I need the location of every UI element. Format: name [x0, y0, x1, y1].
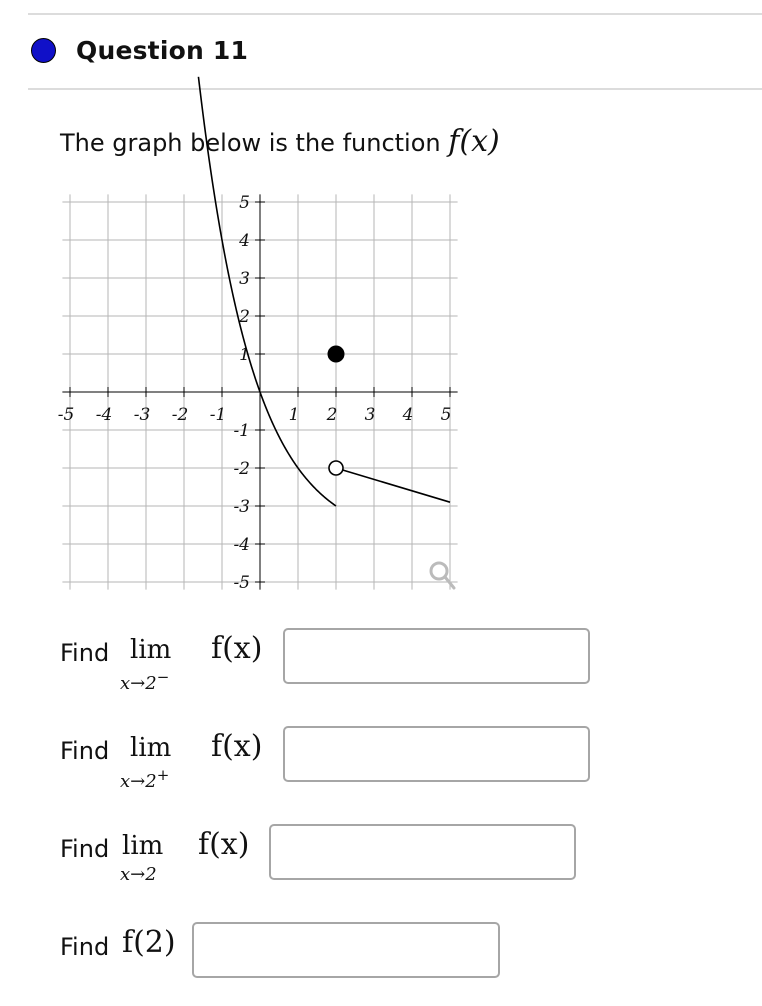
right-limit-answer-input[interactable]: [283, 726, 590, 782]
prompt-math: f(x): [448, 124, 500, 159]
closed-point: [328, 346, 344, 362]
part-left-limit: [60, 628, 600, 698]
x-tick-label: -1: [209, 405, 227, 425]
lim-label: lim: [130, 635, 172, 665]
open-point: [329, 461, 343, 475]
side-sup: +: [156, 766, 170, 784]
y-tick-label: -4: [233, 535, 250, 555]
question-title: Question 11: [76, 36, 249, 65]
lim-label: lim: [130, 733, 172, 763]
limit-subscript: [120, 668, 169, 694]
y-tick-label: -3: [233, 497, 250, 517]
function-expression: f(x): [211, 631, 263, 666]
find-label: Find: [60, 933, 110, 961]
approach-text: x→2: [120, 864, 157, 885]
limit-subscript: [120, 766, 169, 792]
part-two-sided-limit: [60, 824, 580, 894]
y-tick-label: 5: [239, 193, 250, 213]
x-tick-label: 4: [402, 405, 414, 425]
function-value-answer-input[interactable]: [192, 922, 500, 978]
function-curve-right: [336, 468, 450, 502]
limit-subscript: [120, 864, 157, 885]
part-function-value: [60, 922, 510, 982]
x-tick-label: -3: [133, 405, 151, 425]
approach-text: x→2: [120, 771, 157, 792]
prompt-text: The graph below is the function: [60, 129, 441, 157]
x-tick-label: 1: [288, 405, 300, 425]
side-sup: −: [156, 668, 170, 686]
find-label: Find: [60, 737, 110, 765]
function-expression: f(x): [198, 827, 250, 862]
lim-label: lim: [122, 831, 164, 861]
y-tick-label: -1: [233, 421, 250, 441]
left-limit-answer-input[interactable]: [283, 628, 590, 684]
y-tick-label: 3: [239, 269, 250, 289]
find-label: Find: [60, 835, 110, 863]
two-sided-limit-answer-input[interactable]: [269, 824, 576, 880]
y-tick-label: -2: [233, 459, 250, 479]
function-expression: f(x): [211, 729, 263, 764]
x-tick-label: -2: [171, 405, 189, 425]
part-right-limit: [60, 726, 600, 796]
approach-text: x→2: [120, 673, 157, 694]
x-tick-label: 3: [364, 405, 376, 425]
function-value-expression: f(2): [122, 925, 176, 960]
function-curve-left: [198, 77, 336, 506]
x-tick-label: -5: [57, 405, 75, 425]
y-tick-label: -5: [233, 573, 250, 593]
x-tick-label: 5: [440, 405, 452, 425]
find-label: Find: [60, 639, 110, 667]
magnifier-icon[interactable]: [431, 563, 454, 588]
y-tick-label: 1: [239, 345, 250, 365]
y-tick-label: 4: [239, 231, 250, 251]
y-tick-label: 2: [239, 307, 250, 327]
x-tick-label: 2: [326, 405, 338, 425]
x-tick-label: -4: [95, 405, 113, 425]
